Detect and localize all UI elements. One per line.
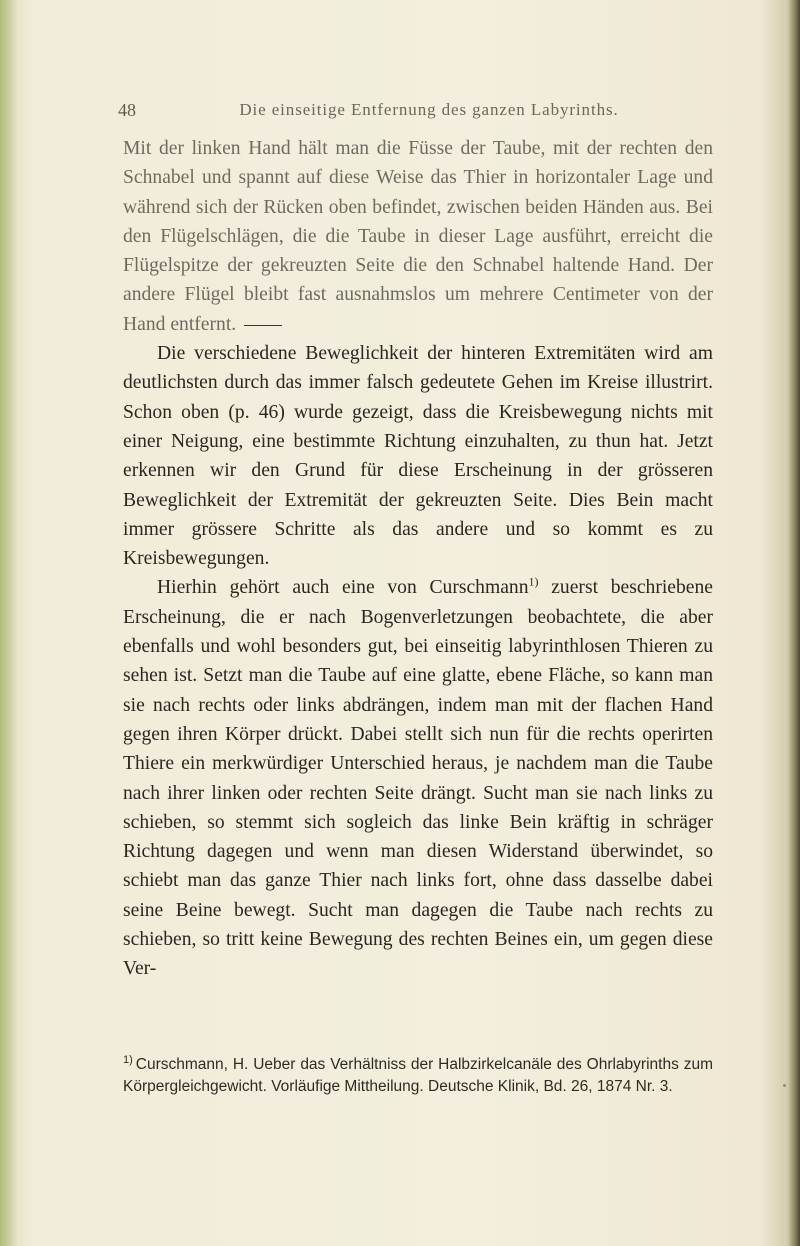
paragraph-3 [123, 573, 713, 983]
paragraph-2 [123, 339, 713, 573]
page-number: 48 [118, 100, 136, 120]
running-head [118, 100, 718, 124]
footnote-reference: 1) [528, 574, 539, 589]
running-head-title: Die einseitige Entfernung des ganzen Labyrinths. [239, 100, 619, 119]
paragraph-1-text: Mit der linken Hand hält man die Füsse der Taube, mit der rechten den Schnabel und spannt auf diese Weise das Thier in horizontaler Lage und während sich der Rücken oben befindet, zwischen beiden Händen aus. Bei den Flügelschlägen, die die Taube in dieser Lage ausführt, erreicht die Flügelspitze der gekreuzten Seite die den Schnabel haltende Hand. Der andere Flügel bleibt fast ausnahmslos um mehrere Centimeter von der Hand entfernt. [123, 138, 713, 335]
body-text [123, 134, 713, 984]
paragraph-2-text: Die verschiedene Beweglichkeit der hinteren Extremitäten wird am deutlichsten durch das immer falsch gedeutete Gehen im Kreise illustrirt. Schon oben (p. 46) wurde gezeigt, dass die Kreisbewegung nichts mit einer Neigung, eine bestimmte Richtung einzuhalten, zu thun hat. Jetzt erkennen wir den Grund für diese Erscheinung in der grösseren Beweglichkeit der Extremität der gekreuzten Seite. Dies Bein macht immer grössere Schritte als das andere und so kommt es zu Kreisbewegungen. [123, 343, 713, 570]
section-dash [244, 325, 282, 326]
paragraph-3-text-after-ref: zuerst beschriebene Erscheinung, die er nach Bogenverletzungen beobachtete, die aber ebenfalls und wohl besonders gut, bei einseitig labyrinthlosen Thieren zu sehen ist. Setzt man die Taube auf eine glatte, ebene Fläche, so kann man sie nach rechts oder links abdrängen, indem man mit der flachen Hand gegen ihren Körper drückt. Dabei stellt sich nun für die rechts operirten Thiere ein merkwürdiger Unterschied heraus, je nachdem man die Taube nach ihrer linken oder rechten Seite drängt. Sucht man sie nach links zu schieben, so stemmt sich sogleich das linke Bein kräftig in schräger Richtung dagegen und wenn man diesen Widerstand überwindet, so schiebt man das ganze Thier nach links fort, ohne dass dasselbe dabei seine Beine bewegt. Sucht man dagegen die Taube nach rechts zu schieben, so tritt keine Bewegung des rechten Beines ein, um gegen diese Ver- [123, 577, 713, 980]
footnote-mark: 1) [123, 1053, 133, 1066]
paragraph-1 [123, 134, 713, 339]
paragraph-3-text-before-ref: Hierhin gehört auch eine von Curschmann [157, 577, 529, 599]
footnote-text: Curschmann, H. Ueber das Verhältniss der Halbzirkelcanäle des Ohrlabyrinths zum Körpergleichgewicht. Vorläufige Mittheilung. Deutsche Klinik, Bd. 26, 1874 Nr. 3. [123, 1056, 713, 1095]
scan-speck [783, 1084, 786, 1087]
footnote [123, 1054, 713, 1097]
